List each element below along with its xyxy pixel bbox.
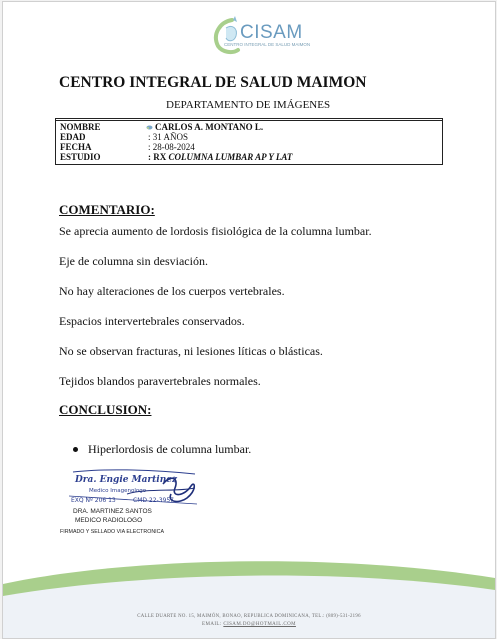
date-value: 28-08-2024: [152, 142, 195, 152]
comment-line: Tejidos blandos paravertebrales normales.: [59, 374, 261, 388]
report-page: [2, 1, 496, 639]
stamp-title: Medico Imagenologo: [89, 488, 147, 494]
conclusion-item: [73, 442, 251, 457]
comment-line: No hay alteraciones de los cuerpos vertebrales.: [59, 284, 285, 298]
page-title: CENTRO INTEGRAL DE SALUD MAIMON: [59, 74, 367, 91]
stamp-cmd: CMD 22-3957: [133, 497, 174, 504]
conclusion-heading: CONCLUSION:: [59, 402, 152, 417]
stamp-exq: EXQ Nº 206 13: [71, 497, 116, 504]
logo-brand: CISAM: [240, 22, 303, 43]
comment-line: No se observan fracturas, ni lesiones líticas o blásticas.: [59, 344, 323, 358]
stamp-mark-icon: [146, 125, 153, 130]
signature-stamp: [67, 468, 203, 510]
signature-note: FIRMADO Y SELLADO VIA ELECTRONICA: [60, 529, 165, 535]
signer-title: MEDICO RADIOLOGO: [75, 517, 143, 524]
footer-address: CALLE DUARTE NO. 15, MAIMÓN, BONAO, REPUBLICA DOMINICANA, TEL.: (809)-531-2196: [137, 614, 361, 619]
study-value: COLUMNA LUMBAR AP Y LAT: [168, 152, 293, 162]
bullet-icon: [73, 447, 78, 452]
department-label: DEPARTAMENTO DE IMÁGENES: [166, 99, 331, 111]
age-value: 31 AÑOS: [152, 132, 189, 142]
name-label: NOMBRE: [60, 122, 101, 132]
comment-line: Se aprecia aumento de lordosis fisiológica de la columna lumbar.: [59, 224, 372, 238]
comment-line: Espacios intervertebrales conservados.: [59, 314, 245, 328]
comment-line: Eje de columna sin desviación.: [59, 254, 208, 268]
stamp-name: Dra. Engie Martinez: [75, 475, 178, 485]
footer-email: [3, 622, 495, 627]
patient-info-box: NOMBRE CARLOS A. MONTANO L. EDAD : 31 AÑOS FECHA : 28-08-2024 ESTUDIO : RX COLUMNA LUMBAR AP Y LAT: [55, 118, 443, 165]
signer-name: DRA. MARTINEZ SANTOS: [73, 508, 152, 515]
name-value: CARLOS A. MONTANO L.: [155, 122, 264, 132]
logo-tagline: CENTRO INTEGRAL DE SALUD MAIMON: [224, 42, 311, 47]
age-label: EDAD: [60, 132, 86, 142]
date-label: FECHA: [60, 142, 92, 152]
email-label: EMAIL:: [202, 622, 222, 627]
comment-heading: COMENTARIO:: [59, 202, 155, 217]
conclusion-text: Hiperlordosis de columna lumbar.: [88, 442, 252, 456]
study-label: ESTUDIO: [60, 152, 101, 162]
email-link[interactable]: CISAM.DO@HOTMAIL.COM: [223, 622, 296, 627]
study-prefix: RX: [153, 152, 167, 162]
